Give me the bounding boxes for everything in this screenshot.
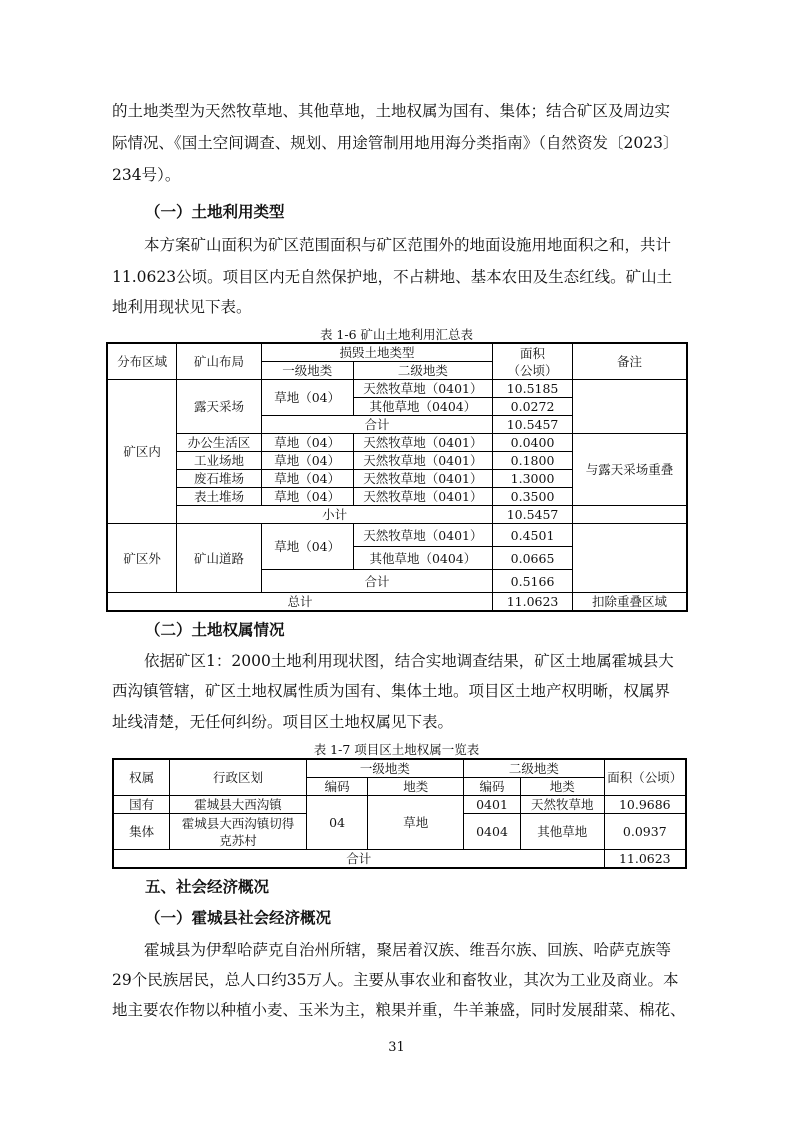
row2-admin: 霍城县大西沟镇切得克苏村	[170, 814, 306, 850]
header-area-line1: 面积	[520, 345, 546, 361]
intro-line-2: 际情况、《国土空间调查、规划、用途管制用地用海分类指南》（自然资发〔2023〕	[112, 134, 679, 152]
row2-area: 0.0937	[604, 814, 686, 850]
header-owner: 权属	[113, 759, 170, 796]
header-damaged-type: 损毁土地类型	[261, 343, 492, 362]
header-level1-code: 编码	[306, 778, 368, 796]
table2-caption: 表 1-7 项目区土地权属一览表	[313, 742, 480, 757]
header-area	[493, 343, 573, 380]
inside-subtotal-label: 小计	[177, 506, 493, 524]
waste-area: 1.3000	[493, 470, 573, 488]
row2-owner: 集体	[113, 814, 170, 850]
row1-owner: 国有	[113, 796, 170, 814]
table1-caption: 表 1-6 矿山土地利用汇总表	[319, 327, 474, 342]
header-level2-code: 编码	[464, 778, 521, 796]
industrial-level2: 天然牧草地（0401）	[353, 452, 493, 470]
section1-line-1: 本方案矿山面积为矿区范围面积与矿区范围外的地面设施用地面积之和，共计	[144, 236, 672, 254]
office-level1: 草地（04）	[261, 434, 353, 452]
section2-line-1: 依据矿区1：2000土地利用现状图，结合实地调查结果，矿区土地属霍城县大	[144, 652, 674, 670]
total-label: 合计	[113, 850, 604, 869]
grand-total: 11.0623	[493, 593, 573, 612]
section5-line-2: 29个民族居民，总人口约35万人。主要从事农业和畜牧业，其次为工业及商业。本	[112, 971, 679, 989]
level1-type: 草地	[368, 796, 464, 850]
page-number: 31	[388, 1040, 405, 1055]
section1-line-2: 11.0623公顷。项目区内无自然保护地，不占耕地、基本农田及生态红线。矿山土	[112, 268, 673, 286]
layout-waste-rock: 废石堆场	[177, 470, 262, 488]
header-level2: 二级地类	[464, 759, 605, 778]
layout-industrial: 工业场地	[177, 452, 262, 470]
section-heading-ownership: （二）土地权属情况	[145, 621, 285, 639]
grand-total-note: 扣除重叠区域	[572, 593, 687, 612]
road-note	[572, 524, 687, 593]
total-area: 11.0623	[604, 850, 686, 869]
land-ownership-table	[112, 758, 687, 869]
layout-office: 办公生活区	[177, 434, 262, 452]
section5-line-3: 地主要农作物以种植小麦、玉米为主，粮果并重，牛羊兼盛，同时发展甜菜、棉花、	[112, 1001, 686, 1019]
office-level2: 天然牧草地（0401）	[353, 434, 493, 452]
section-heading-socioeconomic: 五、社会经济概况	[145, 878, 270, 896]
road-subtotal: 0.5166	[493, 570, 573, 593]
grand-total-label: 总计	[107, 593, 493, 612]
pit-subtotal-label: 合计	[261, 416, 492, 434]
pit-level1: 草地（04）	[261, 380, 353, 416]
subsection-heading-huocheng: （一）霍城县社会经济概况	[145, 909, 332, 927]
section1-line-3: 地利用现状见下表。	[112, 298, 252, 316]
layout-open-pit: 露天采场	[177, 380, 262, 434]
road-area-other: 0.0665	[493, 547, 573, 570]
topsoil-level2: 天然牧草地（0401）	[353, 488, 493, 506]
intro-line-3: 234号）。	[112, 166, 181, 184]
pit-level2-natural: 天然牧草地（0401）	[353, 380, 493, 398]
header-level2: 二级地类	[353, 362, 493, 380]
region-inside: 矿区内	[107, 380, 177, 524]
inside-subtotal-note	[572, 506, 687, 524]
row1-level2-type: 天然牧草地	[520, 796, 604, 814]
industrial-area: 0.1800	[493, 452, 573, 470]
layout-topsoil: 表土堆场	[177, 488, 262, 506]
intro-line-1: 的土地类型为天然牧草地、其他草地，土地权属为国有、集体；结合矿区及周边实	[112, 102, 671, 120]
header-region: 分布区域	[107, 343, 177, 380]
region-outside: 矿区外	[107, 524, 177, 593]
section-heading-land-use: （一）土地利用类型	[145, 203, 285, 221]
waste-level2: 天然牧草地（0401）	[353, 470, 493, 488]
header-level1: 一级地类	[261, 362, 353, 380]
inside-subtotal: 10.5457	[493, 506, 573, 524]
pit-note	[572, 380, 687, 434]
land-use-summary-table	[106, 342, 688, 612]
pit-area-natural: 10.5185	[493, 380, 573, 398]
overlap-note: 与露天采场重叠	[572, 434, 687, 506]
road-level2-other: 其他草地（0404）	[353, 547, 493, 570]
header-level1: 一级地类	[306, 759, 463, 778]
layout-road: 矿山道路	[177, 524, 262, 593]
header-layout: 矿山布局	[177, 343, 262, 380]
header-admin-division: 行政区划	[170, 759, 306, 796]
pit-area-other: 0.0272	[493, 398, 573, 416]
office-area: 0.0400	[493, 434, 573, 452]
waste-level1: 草地（04）	[261, 470, 353, 488]
row2-level2-type: 其他草地	[520, 814, 604, 850]
road-level1: 草地（04）	[261, 524, 353, 570]
row1-level2-code: 0401	[464, 796, 521, 814]
section2-line-2: 西沟镇管辖，矿区土地权属性质为国有、集体土地。项目区土地产权明晰，权属界	[112, 682, 671, 700]
level1-code: 04	[306, 796, 368, 850]
header-level1-type: 地类	[368, 778, 464, 796]
row1-area: 10.9686	[604, 796, 686, 814]
section5-line-1: 霍城县为伊犁哈萨克自治州所辖，聚居着汉族、维吾尔族、回族、哈萨克族等	[144, 941, 672, 959]
topsoil-level1: 草地（04）	[261, 488, 353, 506]
topsoil-area: 0.3500	[493, 488, 573, 506]
header-level2-type: 地类	[520, 778, 604, 796]
road-level2-natural: 天然牧草地（0401）	[353, 524, 493, 547]
header-note: 备注	[572, 343, 687, 380]
road-subtotal-label: 合计	[261, 570, 492, 593]
row1-admin: 霍城县大西沟镇	[170, 796, 306, 814]
road-area-natural: 0.4501	[493, 524, 573, 547]
pit-level2-other: 其他草地（0404）	[353, 398, 493, 416]
header-area: 面积（公顷）	[604, 759, 686, 796]
pit-subtotal: 10.5457	[493, 416, 573, 434]
header-area-line2: （公顷）	[507, 362, 558, 378]
row2-level2-code: 0404	[464, 814, 521, 850]
industrial-level1: 草地（04）	[261, 452, 353, 470]
section2-line-3: 址线清楚，无任何纠纷。项目区土地权属见下表。	[112, 713, 454, 731]
